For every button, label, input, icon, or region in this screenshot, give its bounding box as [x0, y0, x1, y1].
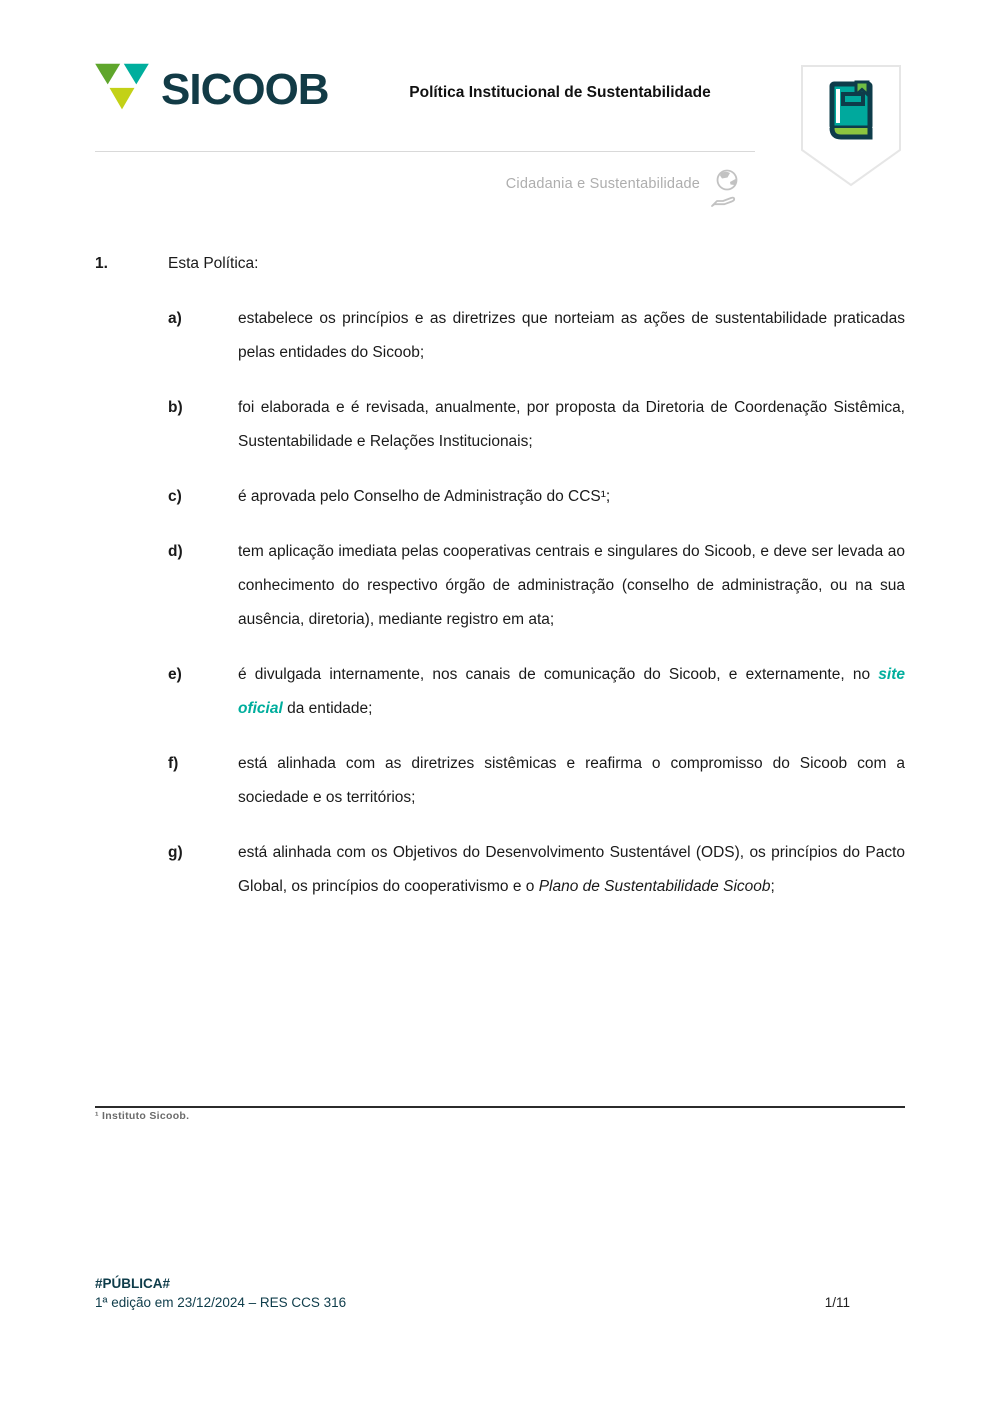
document-body — [95, 247, 905, 925]
item-label: d) — [168, 543, 183, 560]
list-item — [168, 391, 905, 459]
footer-page-number: 1/11 — [824, 1295, 850, 1310]
globe-in-hand-icon — [706, 168, 746, 217]
sicoob-triangle-icon — [93, 62, 151, 117]
list-item — [168, 302, 905, 370]
item-label: a) — [168, 310, 182, 327]
text-segment: está alinhada com os Objetivos do Desenvolvimento Sustentável (ODS), os princípios do Pacto Global, os princípios do cooperativismo e o — [238, 844, 905, 895]
item-text — [238, 747, 905, 815]
list-item — [168, 658, 905, 726]
item-text — [238, 535, 905, 637]
footnote-text: ¹ Instituto Sicoob. — [95, 1110, 190, 1122]
item-label: f) — [168, 755, 179, 772]
text-segment: é divulgada internamente, nos canais de comunicação do Sicoob, e externamente, no — [238, 666, 879, 683]
item-label: c) — [168, 488, 182, 505]
list-item — [168, 747, 905, 815]
text-segment: está alinhada com as diretrizes sistêmicas e reafirma o compromisso do Sicoob com a sociedade e os territórios; — [238, 755, 905, 806]
text-segment: tem aplicação imediata pelas cooperativas centrais e singulares do Sicoob, e deve ser levada ao conhecimento do respectivo órgão de administração (conselho de administração, ou na sua ausência, diretoria), mediante registro em ata; — [238, 543, 905, 628]
text-segment: ; — [770, 878, 775, 895]
book-badge — [800, 64, 902, 193]
site-oficial-link[interactable]: site oficial — [238, 666, 905, 717]
book-icon — [832, 82, 870, 137]
item-text — [238, 658, 905, 726]
text-segment: estabelece os princípios e as diretrizes que norteiam as ações de sustentabilidade praticadas pelas entidades do Sicoob; — [238, 310, 905, 361]
list-item — [168, 480, 905, 514]
page-title: Política Institucional de Sustentabilidade — [409, 84, 711, 101]
text-segment: é aprovada pelo Conselho de Administração do CCS¹; — [238, 488, 611, 505]
item-text — [238, 836, 905, 904]
item-text — [238, 480, 905, 514]
item-text — [238, 302, 905, 370]
footer-classification: #PÚBLICA# — [95, 1276, 171, 1291]
item-label: e) — [168, 666, 182, 683]
edition-subtitle: Cidadania e Sustentabilidade — [505, 176, 700, 192]
header-divider — [95, 151, 755, 152]
item-label: b) — [168, 399, 183, 416]
policy-items — [95, 302, 905, 904]
section-number: 1. — [95, 255, 108, 272]
text-segment: foi elaborada e é revisada, anualmente, por proposta da Diretoria de Coordenação Sistêmica, Sustentabilidade e Relações Institucionais; — [238, 399, 905, 450]
list-item — [168, 535, 905, 637]
item-text — [238, 391, 905, 459]
footnote-divider — [95, 1106, 905, 1108]
item-label: g) — [168, 844, 183, 861]
section-heading — [95, 247, 905, 281]
text-segment: da entidade; — [282, 700, 373, 717]
footer-edition: 1ª edição em 23/12/2024 – RES CCS 316 — [95, 1295, 347, 1310]
sicoob-logo — [93, 62, 329, 117]
section-title: Esta Política: — [168, 255, 259, 272]
list-item — [168, 836, 905, 904]
logo-text: SICOOB — [161, 64, 329, 114]
text-segment: Plano de Sustentabilidade Sicoob — [538, 878, 771, 895]
